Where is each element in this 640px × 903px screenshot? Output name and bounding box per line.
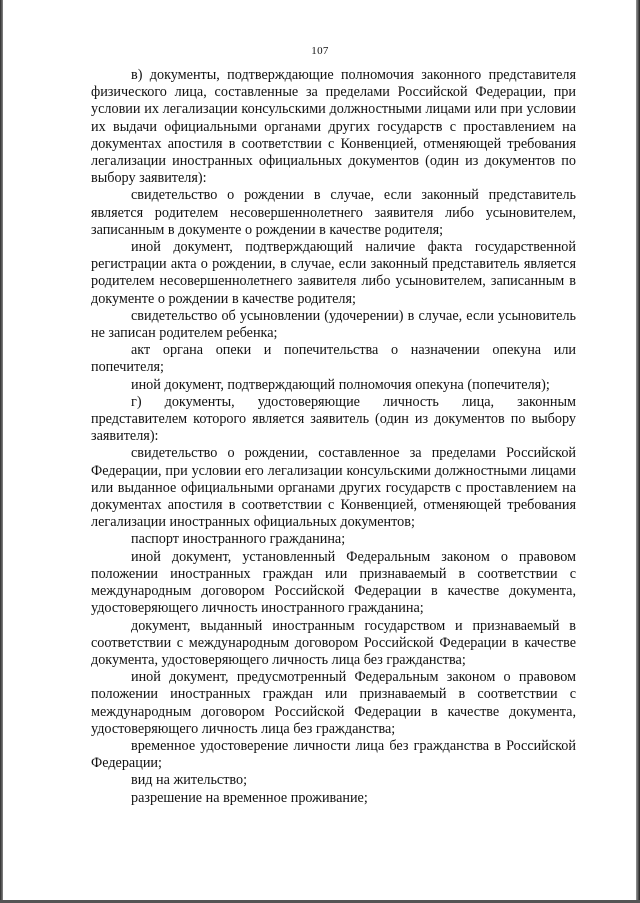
paragraph-stateless-foreign-doc: документ, выданный иностранным государством и признаваемый в соответствии с международным договором Российской Федерации в качестве документа, удостоверяющего личность лица без гражданства; xyxy=(91,617,576,668)
paragraph-birth-certificate: свидетельство о рождении в случае, если законный представитель является родителем несовершеннолетнего заявителя либо усыновителем, записанным в документе о рождении в качестве родителя; xyxy=(91,187,576,238)
paragraph-birth-registration-doc: иной документ, подтверждающий наличие факта государственной регистрации акта о рождении, в случае, если законный представитель является родителем несовершеннолетнего заявителя либо усыновителем, записанным в документе о рождении в качестве родителя; xyxy=(91,239,576,307)
paragraph-foreign-id-doc: иной документ, установленный Федеральным законом о правовом положении иностранных граждан или признаваемый в соответствии с международным договором Российской Федерации в качестве документа, удостоверяющего личность иностранного гражданина; xyxy=(91,548,576,617)
scan-edge-left xyxy=(0,0,3,903)
paragraph-guardian-authority-doc: иной документ, подтверждающий полномочия опекуна (попечителя); xyxy=(131,376,550,393)
paragraph-stateless-id-doc: иной документ, предусмотренный Федеральным законом о правовом положении иностранных граждан или признаваемый в соответствии с международным договором Российской Федерации в качестве документа, удостоверяющего личность лица без гражданства; xyxy=(91,669,576,737)
paragraph-foreign-birth-certificate: свидетельство о рождении, составленное за пределами Российской Федерации, при условии его легализации консульскими должностными лицами или выданное официальными органами других государств с проставлением на документах апостиля в соответствии с Конвенцией, отменяющей требования легализации иностранных официальных документов; xyxy=(91,445,576,531)
paragraph-foreign-passport: паспорт иностранного гражданина; xyxy=(131,531,346,548)
paragraph-adoption-certificate: свидетельство об усыновлении (удочерении) в случае, если усыновитель не записан родителем ребенка; xyxy=(91,307,576,342)
paragraph-temporary-id: временное удостоверение личности лица без гражданства в Российской Федерации; xyxy=(91,737,576,772)
paragraph-residence-permit: вид на жительство; xyxy=(131,772,248,789)
paragraph-guardianship-act: акт органа опеки и попечительства о назначении опекуна или попечителя; xyxy=(91,342,576,376)
paragraph-item-g: г) документы, удостоверяющие личность лица, законным представителем которого является заявитель (один из документов по выбору заявителя): xyxy=(91,393,576,445)
scan-edge-right xyxy=(636,0,640,903)
page-number: 107 xyxy=(311,45,329,57)
paragraph-temporary-residence-permit: разрешение на временное проживание; xyxy=(131,789,368,806)
document-body xyxy=(91,67,576,807)
paragraph-item-v: в) документы, подтверждающие полномочия законного представителя физического лица, составленные за пределами Российской Федерации, при условии их легализации консульскими должностными лицами или при условии их выдачи официальными органами других государств с проставлением на документах апостиля в соответствии с Конвенцией, отменяющей требования легализации иностранных официальных документов (один из документов по выбору заявителя): xyxy=(91,67,576,187)
